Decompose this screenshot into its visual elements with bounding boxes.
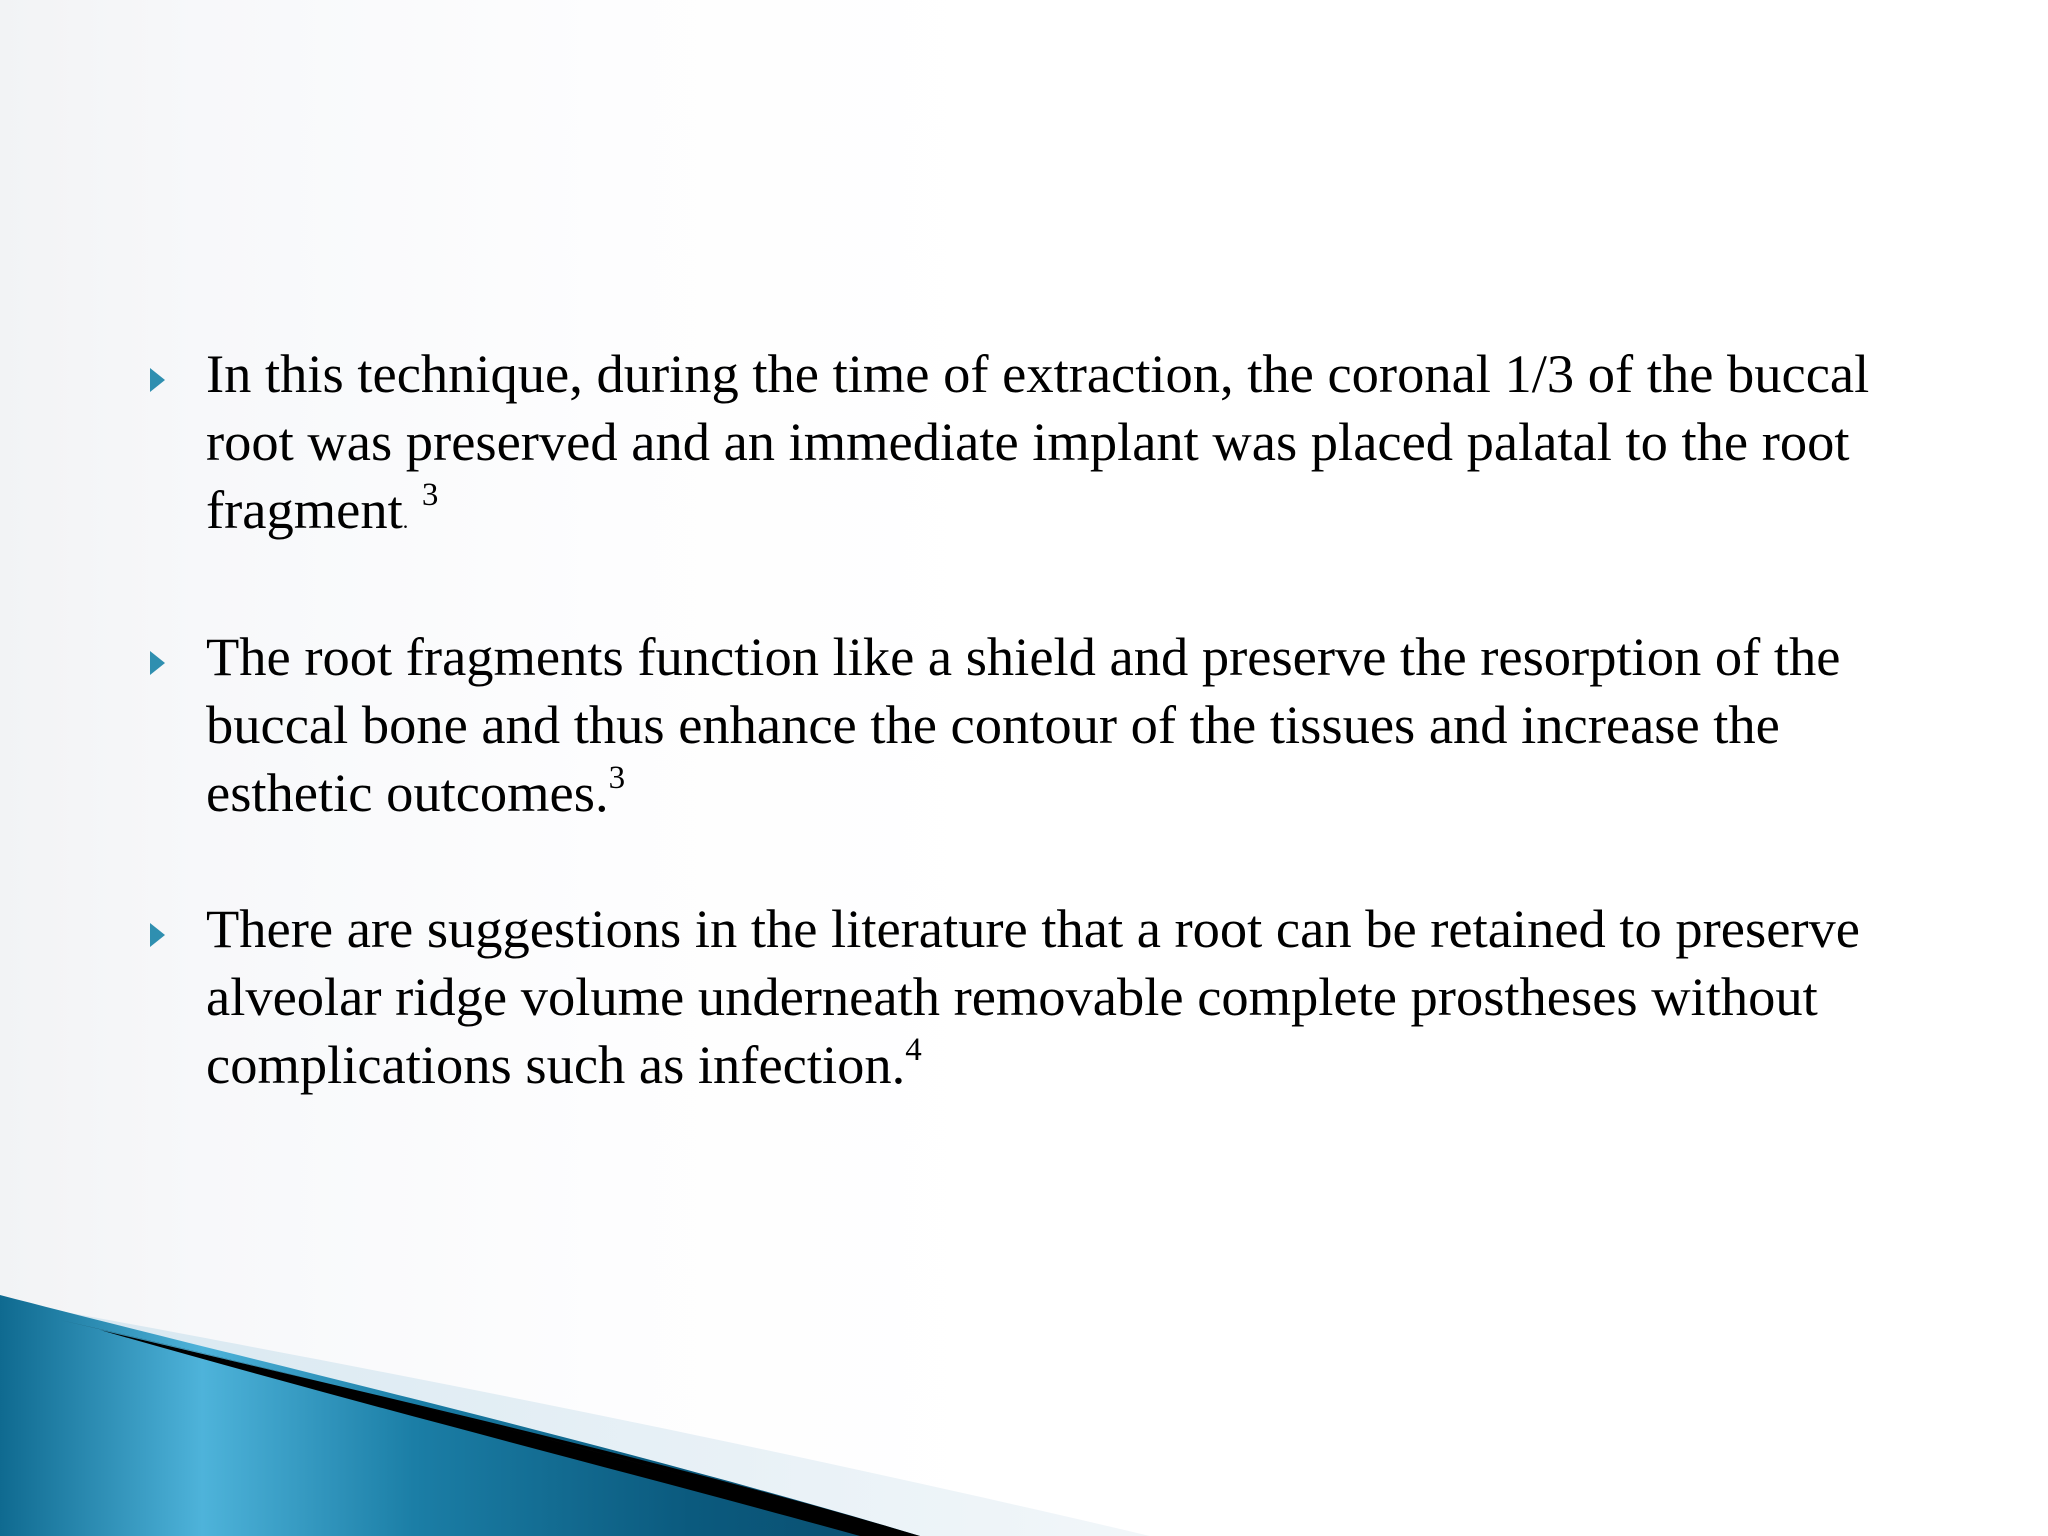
bullet-1-dot: . — [402, 508, 409, 533]
bullet-text-2: The root fragments function like a shield and preserve the resorption of the buccal bone and thus enhance the contour of the tissues and increase the esthetic outcomes.$^3$ — [206, 626, 1841, 823]
reference-number: 3 — [421, 476, 439, 513]
bullet-item-3 — [150, 895, 1940, 1099]
reference-number: 3 — [608, 759, 626, 796]
bullet-list — [150, 340, 1940, 1167]
pale-swoosh — [0, 1300, 1150, 1536]
black-swoosh-thin — [60, 1320, 700, 1480]
triangle-right-icon — [150, 651, 165, 675]
bullet-text-3: There are suggestions in the literature that a root can be retained to preserve alveolar ridge volume underneath removable complete prostheses without complications such as infection.$^4$ — [206, 898, 1860, 1095]
bullet-text-1: In this technique, during the time of extraction, the coronal 1/3 of the buccal root was preserved and an immediate implant was placed palatal to the root fragment. $^3$ — [206, 343, 1870, 540]
triangle-right-icon — [150, 923, 165, 947]
bullet-item-2 — [150, 623, 1940, 827]
triangle-right-icon — [150, 368, 165, 392]
blue-wave — [0, 1295, 920, 1536]
bullet-item-1 — [150, 340, 1940, 555]
black-swoosh — [100, 1330, 920, 1536]
reference-number: 4 — [905, 1031, 922, 1068]
